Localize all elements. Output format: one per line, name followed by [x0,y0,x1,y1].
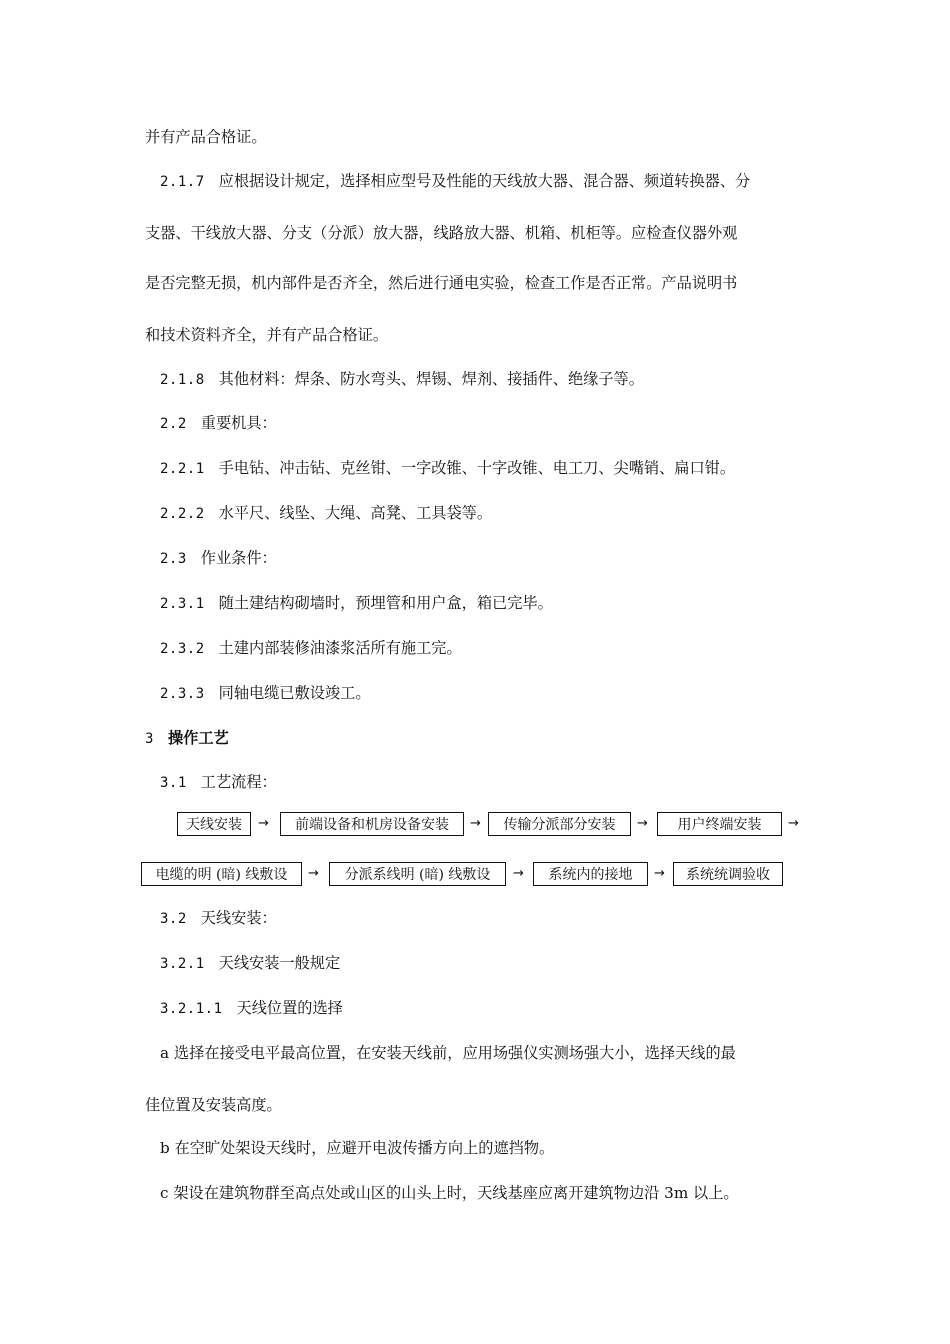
flow-arrow: → [654,866,665,881]
section-2-2-1: 2.2.1 手电钻、冲击钻、克丝钳、一字改锥、十字改锥、电工刀、尖嘴销、扁口钳。 [160,459,736,477]
text-line: 和技术资料齐全，并有产品合格证。 [145,326,388,344]
item-a: a 选择在接受电平最高位置，在安装天线前，应用场强仪实测场强大小，选择天线的最 [160,1044,736,1062]
section-3-2-1-1: 3.2.1.1 天线位置的选择 [160,999,343,1017]
section-number: 2.1.8 [160,372,205,388]
flow-arrow: → [637,816,648,831]
section-number: 3.2 [160,911,187,927]
section-2-3-1: 2.3.1 随土建结构砌墙时，预埋管和用户盒，箱已完毕。 [160,594,553,612]
flow-box-antenna-install: 天线安装 [177,812,251,836]
section-2-1-7: 2.1.7 应根据设计规定，选择相应型号及性能的天线放大器、混合器、频道转换器、分 [160,172,751,190]
section-3-2-1: 3.2.1 天线安装一般规定 [160,954,341,972]
flow-arrow: → [513,866,524,881]
section-3-1: 3.1 工艺流程： [160,773,277,791]
item-c: c 架设在建筑物群至高点处或山区的山头上时，天线基座应离开建筑物边沿 3m 以上。 [160,1184,739,1202]
section-2-1-8: 2.1.8 其他材料：焊条、防水弯头、焊锡、焊剂、接插件、绝缘子等。 [160,370,644,388]
section-number: 2.1.7 [160,174,205,190]
text-line: 佳位置及安装高度。 [145,1096,282,1114]
section-3-heading: 3 操作工艺 [145,729,229,747]
text-line: 并有产品合格证。 [145,128,267,146]
flow-arrow: → [788,816,799,831]
section-number: 3.2.1.1 [160,1001,223,1017]
flow-box-branch-laying: 分派系线明 (暗) 线敷设 [329,862,506,886]
section-2-2: 2.2 重要机具： [160,414,277,432]
flow-arrow: → [258,816,269,831]
section-number: 2.3.1 [160,596,205,612]
section-2-3-3: 2.3.3 同轴电缆已敷设竣工。 [160,684,371,702]
section-number: 3.1 [160,775,187,791]
section-2-2-2: 2.2.2 水平尺、线坠、大绳、高凳、工具袋等。 [160,504,493,522]
flow-box-terminal-install: 用户终端安装 [657,812,782,836]
flow-box-system-acceptance: 系统统调验收 [673,862,783,886]
flow-box-grounding: 系统内的接地 [533,862,648,886]
text-line: 支器、干线放大器、分支（分派）放大器，线路放大器、机箱、机柜等。应检查仪器外观 [145,224,738,242]
section-number: 3 [145,731,154,747]
section-number: 2.2.1 [160,461,205,477]
flow-box-headend-install: 前端设备和机房设备安装 [280,812,464,836]
item-b: b 在空旷处架设天线时，应避开电波传播方向上的遮挡物。 [160,1139,555,1157]
section-number: 2.3 [160,551,187,567]
section-2-3-2: 2.3.2 土建内部装修油漆浆活所有施工完。 [160,639,462,657]
flow-box-cable-laying: 电缆的明 (暗) 线敷设 [141,862,302,886]
text-line: 是否完整无损，机内部件是否齐全，然后进行通电实验，检查工作是否正常。产品说明书 [145,274,738,292]
section-number: 3.2.1 [160,956,205,972]
flow-arrow: → [470,816,481,831]
flow-box-distribution-install: 传输分派部分安装 [488,812,631,836]
section-number: 2.3.2 [160,641,205,657]
section-number: 2.3.3 [160,686,205,702]
section-3-2: 3.2 天线安装： [160,909,277,927]
flow-arrow: → [308,866,319,881]
section-number: 2.2 [160,416,187,432]
section-2-3: 2.3 作业条件： [160,549,277,567]
section-number: 2.2.2 [160,506,205,522]
